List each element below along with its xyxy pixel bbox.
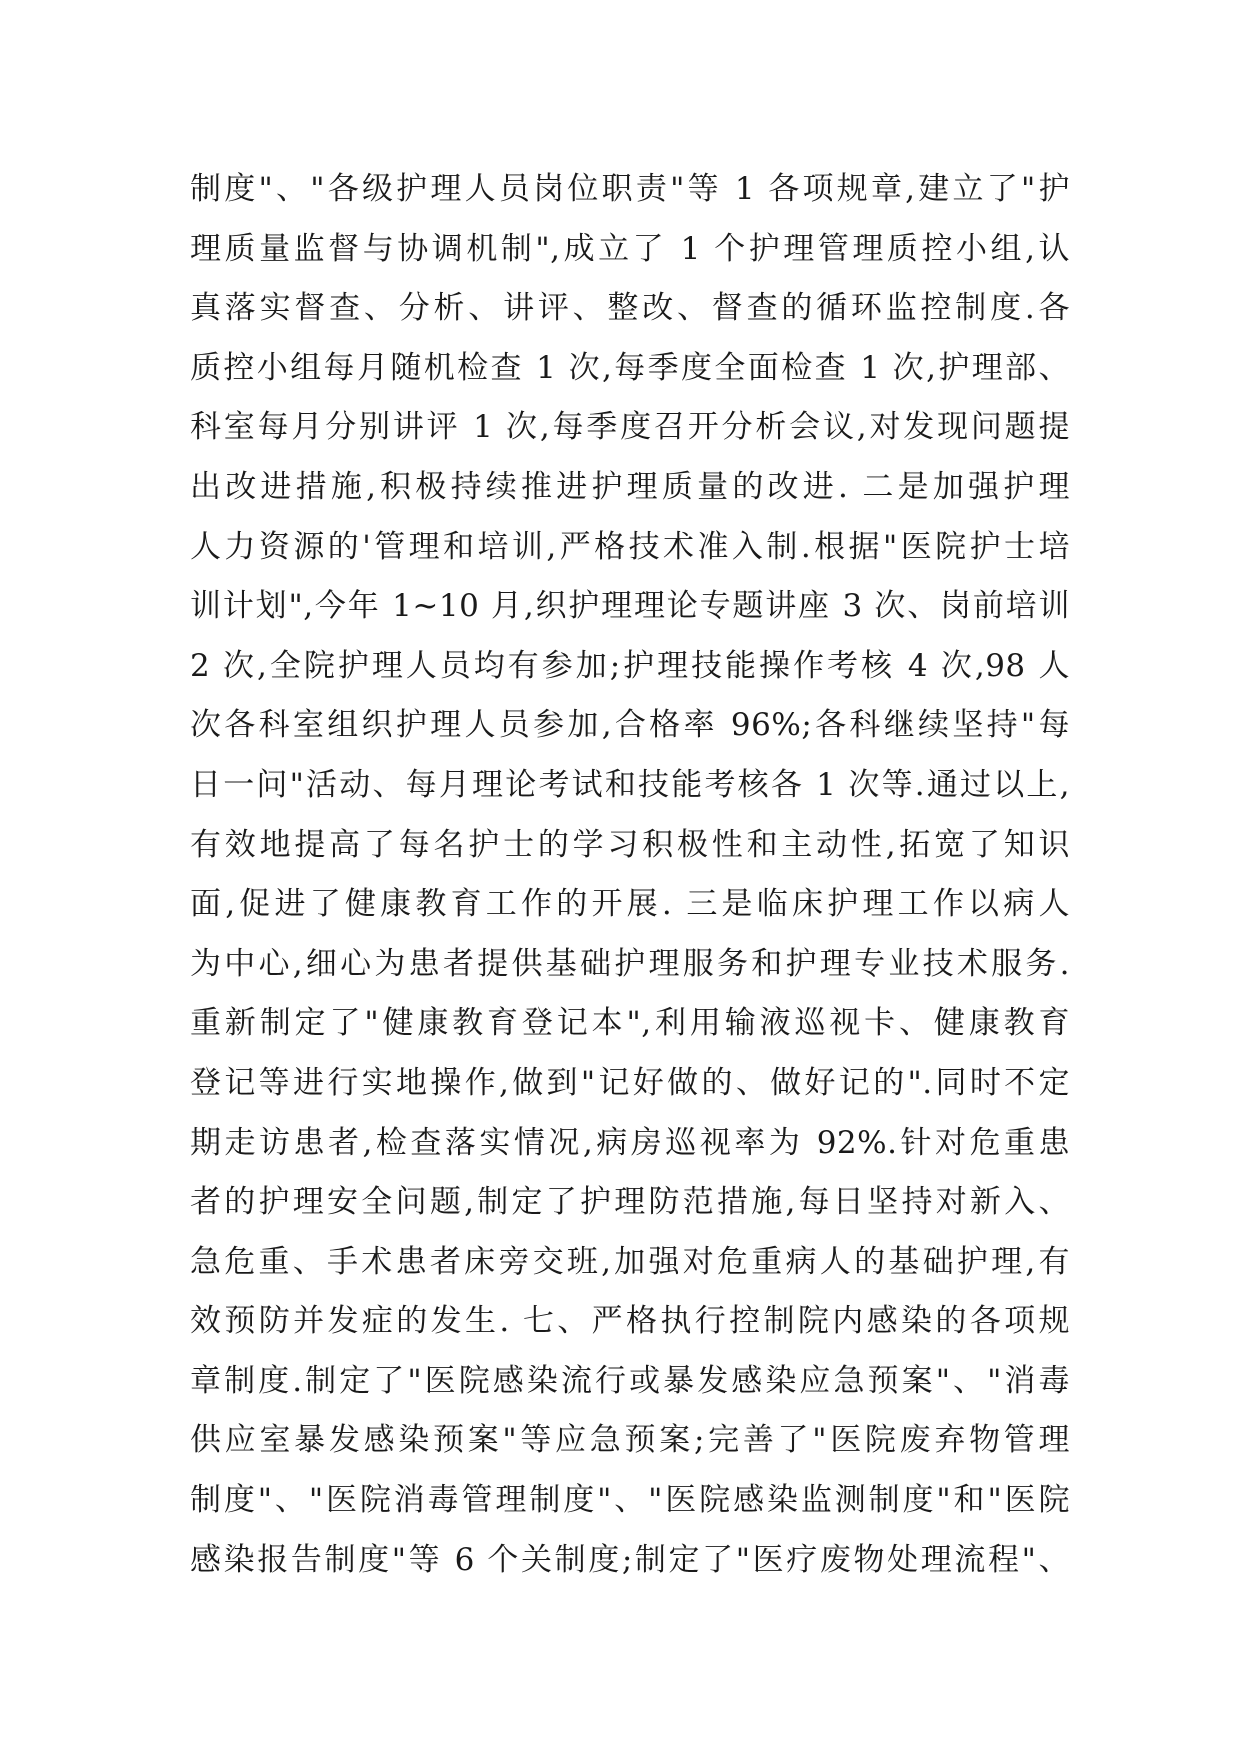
text-line: 效预防并发症的发生. 七、严格执行控制院内感染的各项规	[190, 1303, 1070, 1340]
text-line: 真落实督查、分析、讲评、整改、督查的循环监控制度.各	[190, 290, 1070, 327]
text-line: 面,促进了健康教育工作的开展. 三是临床护理工作以病人	[190, 886, 1070, 923]
text-line: 2 次,全院护理人员均有参加;护理技能操作考核 4 次,98 人	[190, 647, 1070, 684]
text-line: 章制度.制定了"医院感染流行或暴发感染应急预案"、"消毒	[190, 1362, 1070, 1399]
text-line: 急危重、手术患者床旁交班,加强对危重病人的基础护理,有	[190, 1243, 1070, 1280]
text-line: 科室每月分别讲评 1 次,每季度召开分析会议,对发现问题提	[190, 409, 1070, 446]
text-line: 制度"、"医院消毒管理制度"、"医院感染监测制度"和"医院	[190, 1482, 1070, 1519]
text-line: 出改进措施,积极持续推进护理质量的改进. 二是加强护理	[190, 468, 1070, 505]
text-line: 期走访患者,检查落实情况,病房巡视率为 92%.针对危重患	[190, 1124, 1070, 1161]
body-text	[190, 160, 1070, 1590]
text-line: 者的护理安全问题,制定了护理防范措施,每日坚持对新入、	[190, 1184, 1070, 1221]
text-line: 质控小组每月随机检查 1 次,每季度全面检查 1 次,护理部、	[190, 349, 1070, 386]
text-line: 为中心,细心为患者提供基础护理服务和护理专业技术服务.	[190, 945, 1070, 982]
text-line: 训计划",今年 1~10 月,织护理理论专题讲座 3 次、岗前培训	[190, 588, 1070, 625]
text-line: 理质量监督与协调机制",成立了 1 个护理管理质控小组,认	[190, 230, 1070, 267]
text-line: 制度"、"各级护理人员岗位职责"等 1 各项规章,建立了"护	[190, 171, 1070, 207]
text-line: 次各科室组织护理人员参加,合格率 96%;各科继续坚持"每	[190, 707, 1070, 744]
text-line: 日一问"活动、每月理论考试和技能考核各 1 次等.通过以上,	[190, 766, 1070, 803]
text-line: 供应室暴发感染预案"等应急预案;完善了"医院废弃物管理	[190, 1422, 1070, 1459]
text-line: 登记等进行实地操作,做到"记好做的、做好记的".同时不定	[190, 1064, 1070, 1101]
text-line: 人力资源的'管理和培训,严格技术准入制.根据"医院护士培	[190, 528, 1070, 565]
text-line: 重新制定了"健康教育登记本",利用输液巡视卡、健康教育	[190, 1005, 1070, 1042]
text-line: 有效地提高了每名护士的学习积极性和主动性,拓宽了知识	[190, 826, 1070, 863]
text-line: 感染报告制度"等 6 个关制度;制定了"医疗废物处理流程"、	[190, 1541, 1070, 1578]
